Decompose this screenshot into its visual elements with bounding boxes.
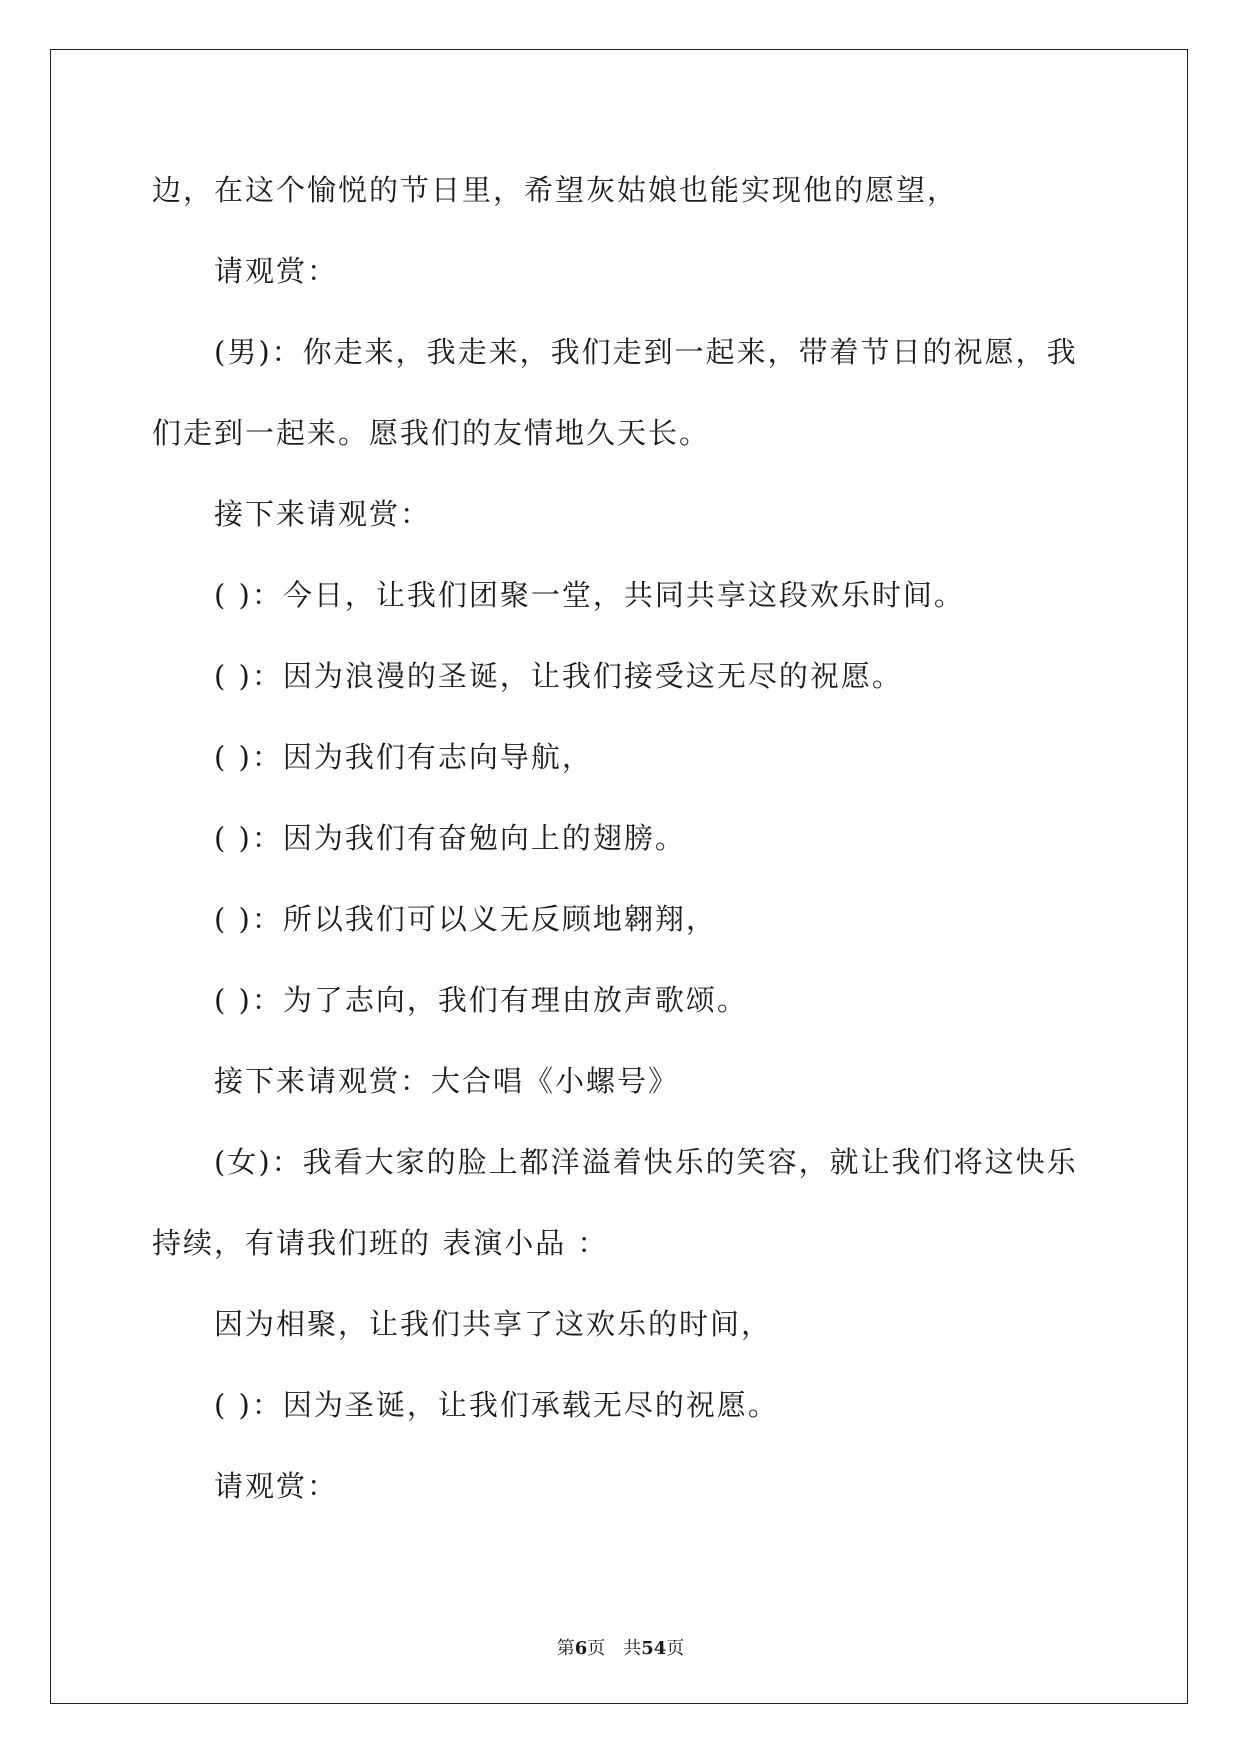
text-line: ( )：因为圣诞，让我们承载无尽的祝愿。 [214, 1388, 779, 1422]
text-line: ( )：所以我们可以义无反顾地翱翔， [214, 902, 717, 936]
text-line: 因为相聚，让我们共享了这欢乐的时间， [214, 1307, 773, 1341]
text-line: 接下来请观赏： [214, 497, 432, 531]
text-line: 持续，有请我们班的 表演小品 ： [152, 1226, 609, 1260]
page-border [50, 49, 1188, 1704]
text-line: ( )：因为浪漫的圣诞，让我们接受这无尽的祝愿。 [214, 659, 903, 693]
text-line: 接下来请观赏：大合唱《小螺号》 [214, 1064, 680, 1098]
text-line: (男)：你走来，我走来，我们走到一起来，带着节日的祝愿，我 [214, 335, 1078, 369]
text-line: ( )：为了志向，我们有理由放声歌颂。 [214, 983, 748, 1017]
footer-page-prefix: 第 [556, 1638, 575, 1659]
text-line: ( )：因为我们有志向导航， [214, 740, 593, 774]
footer-page-suffix: 页 [587, 1638, 606, 1659]
text-line: 请观赏： [214, 254, 339, 288]
footer-total-prefix: 共 [623, 1638, 642, 1659]
text-line: 边，在这个愉悦的节日里，希望灰姑娘也能实现他的愿望， [152, 173, 959, 207]
text-line: ( )：因为我们有奋勉向上的翅膀。 [214, 821, 686, 855]
text-line: ( )：今日，让我们团聚一堂，共同共享这段欢乐时间。 [214, 578, 965, 612]
text-line: (女)：我看大家的脸上都洋溢着快乐的笑容，就让我们将这快乐 [214, 1145, 1078, 1179]
text-line: 请观赏： [214, 1469, 339, 1503]
footer-total-pages: 54 [641, 1638, 667, 1659]
footer-total-suffix: 页 [666, 1638, 685, 1659]
page-footer [0, 1634, 1241, 1660]
text-line: 们走到一起来。愿我们的友情地久天长。 [152, 416, 711, 450]
footer-page-number: 6 [574, 1638, 588, 1659]
